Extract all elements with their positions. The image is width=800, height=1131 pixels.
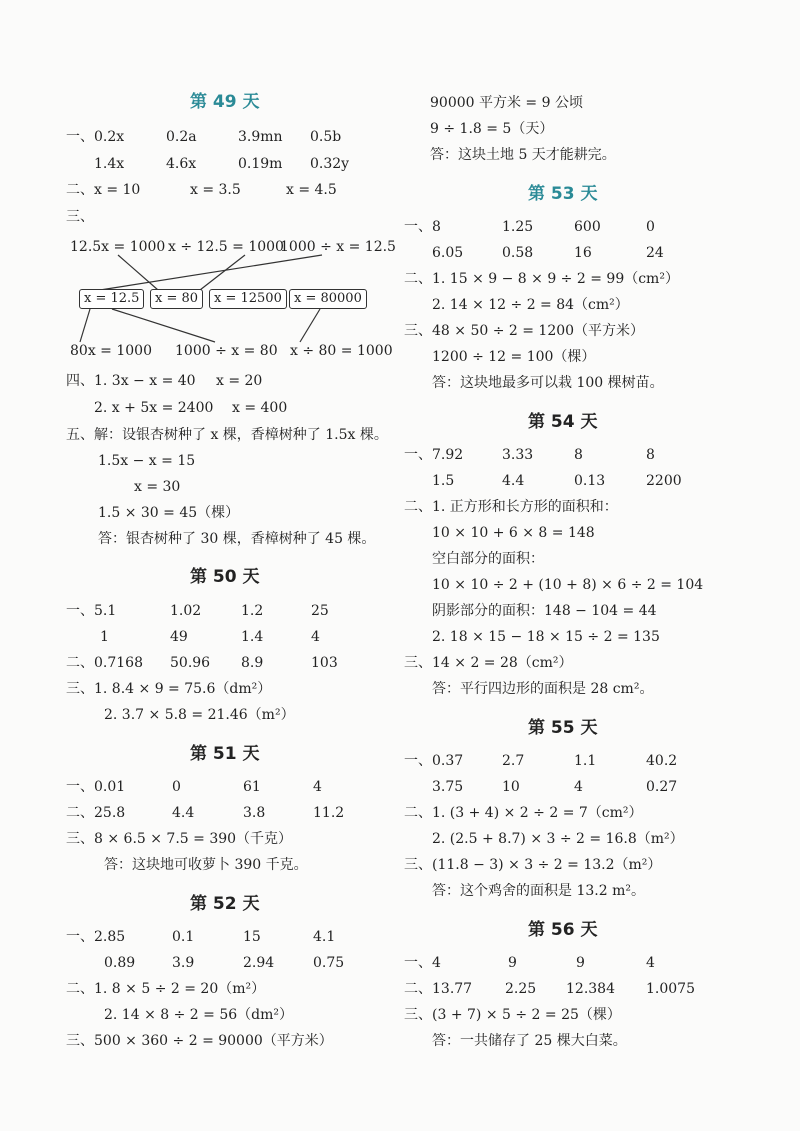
answer-sentence: 答：这块土地 5 天才能耕完。 xyxy=(430,147,616,163)
answer: 1.5 xyxy=(432,473,455,489)
answer: 6.05 xyxy=(432,245,464,261)
equation: 1. 8 × 5 ÷ 2 = 20（m²） xyxy=(94,981,266,997)
q1-label: 一、 xyxy=(66,779,94,795)
equation: 2. 14 × 12 ÷ 2 = 84（cm²） xyxy=(432,297,629,313)
q1-label: 一、 xyxy=(404,955,432,971)
answer: 5.1 xyxy=(94,603,117,619)
solution-line: 9 ÷ 1.8 = 5（天） xyxy=(430,121,554,137)
q2-label: 二、 xyxy=(404,981,432,997)
day-53-title: 第 53 天 xyxy=(528,184,598,204)
q3-label: 三、 xyxy=(404,857,432,873)
answer-sentence: 答：这个鸡舍的面积是 13.2 m²。 xyxy=(432,883,645,899)
answer: 0 xyxy=(646,219,655,235)
answer: x = 3.5 xyxy=(190,182,241,198)
day-56-title: 第 56 天 xyxy=(528,920,598,940)
q3-label: 三、 xyxy=(66,831,94,847)
equation: 14 × 2 = 28（cm²） xyxy=(432,655,573,671)
match-line xyxy=(300,309,320,342)
q1-label: 一、 xyxy=(404,753,432,769)
equation: 2. x + 5x = 2400 xyxy=(94,400,214,416)
equation: 48 × 50 ÷ 2 = 1200（平方米） xyxy=(432,323,645,339)
equation: 1000 ÷ x = 80 xyxy=(175,343,278,359)
equation: 12.5x = 1000 xyxy=(70,239,166,255)
answer: 8 xyxy=(646,447,655,463)
answer: 1.02 xyxy=(170,603,202,619)
answer: 0.7168 xyxy=(94,655,143,671)
solution-line: 1.5 × 30 = 45（棵） xyxy=(98,505,240,521)
answer-sentence: 答：这块地可收萝卜 390 千克。 xyxy=(104,857,308,873)
equation: 阴影部分的面积：148 − 104 = 44 xyxy=(432,603,657,619)
equation: 1. 3x − x = 40 xyxy=(94,373,196,389)
equation: 1000 ÷ x = 12.5 xyxy=(280,239,396,255)
answer: 24 xyxy=(646,245,664,261)
q1-label: 一、 xyxy=(404,447,432,463)
answer: 9 xyxy=(508,955,517,971)
solution-box: x = 12500 xyxy=(209,289,287,309)
answer: 15 xyxy=(243,929,261,945)
answer: 0.2x xyxy=(94,129,125,145)
equation: 2. (2.5 + 8.7) × 3 ÷ 2 = 16.8（m²） xyxy=(432,831,684,847)
answer: 4 xyxy=(311,629,320,645)
match-line xyxy=(80,309,90,342)
equation: 2. 18 × 15 − 18 × 15 ÷ 2 = 135 xyxy=(432,629,660,645)
answer: 0.27 xyxy=(646,779,678,795)
q1-label: 一、 xyxy=(66,603,94,619)
equation: (3 + 7) × 5 ÷ 2 = 25（棵） xyxy=(432,1007,621,1023)
equation: x ÷ 12.5 = 1000 xyxy=(168,239,284,255)
answer: 4.4 xyxy=(172,805,195,821)
answer: 4 xyxy=(574,779,583,795)
day-49-title: 第 49 天 xyxy=(190,92,260,112)
answer: 0.13 xyxy=(574,473,606,489)
q3-label: 三、 xyxy=(66,681,94,697)
q2-label: 二、 xyxy=(66,655,94,671)
match-line xyxy=(118,255,158,290)
q2-label: 二、 xyxy=(404,271,432,287)
q2-label: 二、 xyxy=(66,981,94,997)
equation: 80x = 1000 xyxy=(70,343,152,359)
answer: 0.2a xyxy=(166,129,197,145)
solution-line: 90000 平方米 = 9 公顷 xyxy=(430,95,583,111)
q1-label: 一、 xyxy=(66,929,94,945)
answer: 1.0075 xyxy=(646,981,695,997)
match-line xyxy=(112,309,215,342)
answer: 3.9mn xyxy=(238,129,283,145)
answer: 25 xyxy=(311,603,329,619)
day-50-title: 第 50 天 xyxy=(190,567,260,587)
answer-sentence: 答：这块地最多可以栽 100 棵树苗。 xyxy=(432,375,664,391)
answer: 10 xyxy=(502,779,520,795)
answer: 3.8 xyxy=(243,805,266,821)
answer: 1.1 xyxy=(574,753,597,769)
answer: 103 xyxy=(311,655,338,671)
answer-sentence: 答：平行四边形的面积是 28 cm²。 xyxy=(432,681,654,697)
answer: 1.2 xyxy=(241,603,264,619)
answer: 3.75 xyxy=(432,779,464,795)
answer: 8 xyxy=(574,447,583,463)
solution-line: 解：设银杏树种了 x 棵，香樟树种了 1.5x 棵。 xyxy=(94,427,388,443)
solution-box: x = 80000 xyxy=(289,289,367,309)
answer: 40.2 xyxy=(646,753,678,769)
equation: 2. 14 × 8 ÷ 2 = 56（dm²） xyxy=(104,1007,293,1023)
solution-line: 1.5x − x = 15 xyxy=(98,453,196,469)
answer: x = 4.5 xyxy=(286,182,337,198)
answer: 0.75 xyxy=(313,955,345,971)
answer: 0 xyxy=(172,779,181,795)
equation: 2. 3.7 × 5.8 = 21.46（m²） xyxy=(104,707,295,723)
answer: 0.19m xyxy=(238,156,283,172)
equation: 500 × 360 ÷ 2 = 90000（平方米） xyxy=(94,1033,333,1049)
answer: 600 xyxy=(574,219,601,235)
solution-line: 1. 正方形和长方形的面积和： xyxy=(432,499,618,515)
answer: 2.85 xyxy=(94,929,126,945)
answer: 0.5b xyxy=(310,129,342,145)
solution-line: x = 30 xyxy=(134,479,181,495)
answer: 11.2 xyxy=(313,805,345,821)
q3-label: 三、 xyxy=(404,323,432,339)
equation: 1. (3 + 4) × 2 ÷ 2 = 7（cm²） xyxy=(432,805,643,821)
q1-label: 一、 xyxy=(404,219,432,235)
answer: 2.7 xyxy=(502,753,525,769)
answer: 7.92 xyxy=(432,447,464,463)
q3-label: 三、 xyxy=(66,209,94,225)
answer: 2200 xyxy=(646,473,682,489)
answer: 0.32y xyxy=(310,156,350,172)
q5-label: 五、 xyxy=(66,427,94,443)
answer: 1.4 xyxy=(241,629,264,645)
q3-label: 三、 xyxy=(66,1033,94,1049)
q2-label: 二、 xyxy=(66,805,94,821)
answer: 12.384 xyxy=(566,981,615,997)
equation: (11.8 − 3) × 3 ÷ 2 = 13.2（m²） xyxy=(432,857,662,873)
answer: 25.8 xyxy=(94,805,126,821)
answer-sentence: 答：银杏树种了 30 棵，香樟树种了 45 棵。 xyxy=(98,531,376,547)
answer: 1 xyxy=(100,629,109,645)
answer: x = 10 xyxy=(94,182,141,198)
answer: 2.25 xyxy=(505,981,537,997)
solution-box: x = 80 xyxy=(150,289,203,309)
q4-label: 四、 xyxy=(66,373,94,389)
answer: 0.89 xyxy=(104,955,136,971)
equation: 1. 8.4 × 9 = 75.6（dm²） xyxy=(94,681,272,697)
answer: 3.33 xyxy=(502,447,534,463)
q2-label: 二、 xyxy=(66,182,94,198)
day-52-title: 第 52 天 xyxy=(190,894,260,914)
answer: 49 xyxy=(170,629,188,645)
answer: 4 xyxy=(313,779,322,795)
answer: x = 400 xyxy=(232,400,288,416)
answer: 4 xyxy=(432,955,441,971)
answer: 8.9 xyxy=(241,655,264,671)
answer: 13.77 xyxy=(432,981,473,997)
equation: x ÷ 80 = 1000 xyxy=(290,343,393,359)
answer: 0.01 xyxy=(94,779,126,795)
day-55-title: 第 55 天 xyxy=(528,718,598,738)
equation: 10 × 10 + 6 × 8 = 148 xyxy=(432,525,595,541)
q3-label: 三、 xyxy=(404,655,432,671)
equation: 8 × 6.5 × 7.5 = 390（千克） xyxy=(94,831,293,847)
answer: 3.9 xyxy=(172,955,195,971)
answer: 16 xyxy=(574,245,592,261)
q1-label: 一、 xyxy=(66,129,94,145)
answer: 0.37 xyxy=(432,753,464,769)
day-51-title: 第 51 天 xyxy=(190,744,260,764)
answer: 0.1 xyxy=(172,929,195,945)
answer: 1.25 xyxy=(502,219,534,235)
match-line xyxy=(200,255,245,290)
answer: 1.4x xyxy=(94,156,125,172)
answer: 61 xyxy=(243,779,261,795)
answer: 4 xyxy=(646,955,655,971)
solution-line: 空白部分的面积： xyxy=(432,551,544,567)
answer: 2.94 xyxy=(243,955,275,971)
answer: 4.6x xyxy=(166,156,197,172)
answer: 8 xyxy=(432,219,441,235)
answer-sentence: 答：一共储存了 25 棵大白菜。 xyxy=(432,1033,627,1049)
q2-label: 二、 xyxy=(404,805,432,821)
answer: 9 xyxy=(576,955,585,971)
answer: 0.58 xyxy=(502,245,534,261)
solution-box: x = 12.5 xyxy=(79,289,144,309)
answer: 4.4 xyxy=(502,473,525,489)
equation: 1. 15 × 9 − 8 × 9 ÷ 2 = 99（cm²） xyxy=(432,271,679,287)
answer: x = 20 xyxy=(216,373,263,389)
equation: 10 × 10 ÷ 2 + (10 + 8) × 6 ÷ 2 = 104 xyxy=(432,577,704,593)
match-line xyxy=(100,255,322,290)
q2-label: 二、 xyxy=(404,499,432,515)
answer: 4.1 xyxy=(313,929,336,945)
day-54-title: 第 54 天 xyxy=(528,412,598,432)
answer: 50.96 xyxy=(170,655,211,671)
equation: 1200 ÷ 12 = 100（棵） xyxy=(432,349,596,365)
q3-label: 三、 xyxy=(404,1007,432,1023)
